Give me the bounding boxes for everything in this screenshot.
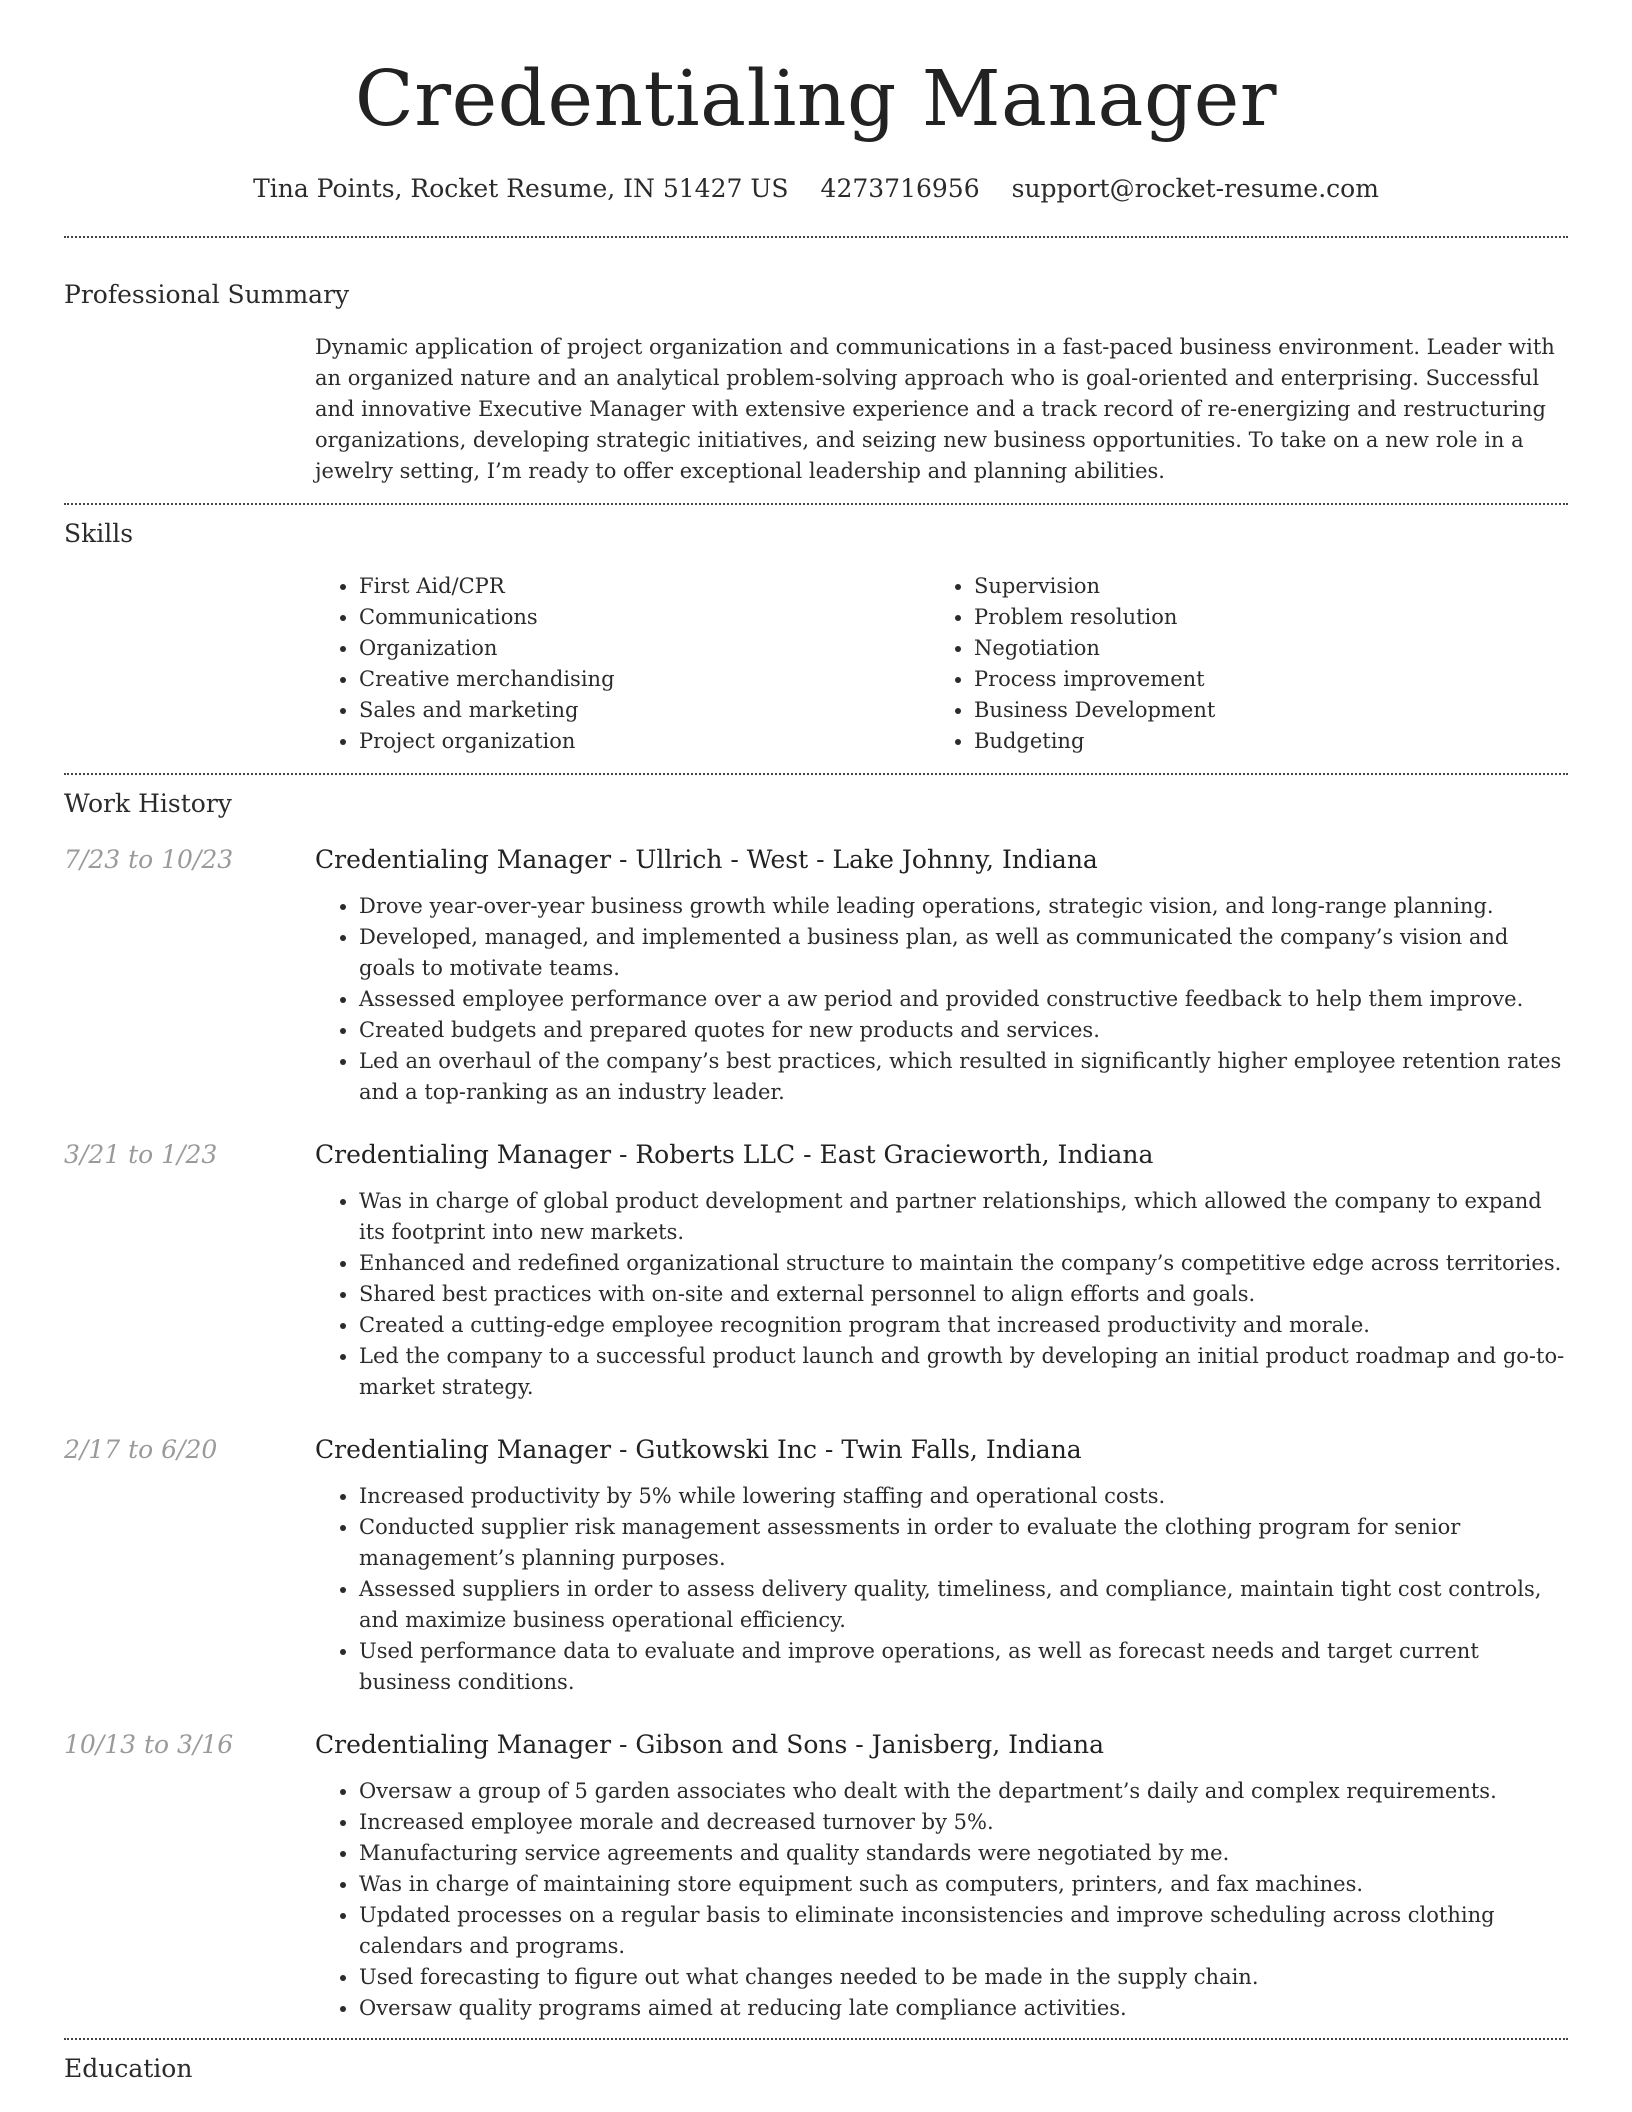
- skill-item: • Budgeting: [974, 726, 1545, 757]
- resume-page: [64, 0, 1568, 2086]
- job-bullet: • Assessed employee performance over a aw period and provided constructive feedback to help them improve.: [359, 984, 1568, 1015]
- work-section: [64, 787, 1568, 2024]
- skill-item: • First Aid/CPR: [359, 571, 930, 602]
- job-bullet: • Developed, managed, and implemented a business plan, as well as communicated the company’s vision and goals to motivate teams.: [359, 922, 1568, 984]
- job-bullet: • Used forecasting to figure out what changes needed to be made in the supply chain.: [359, 1962, 1568, 1993]
- skills-heading: Skills: [64, 519, 134, 548]
- skill-item: • Creative merchandising: [359, 664, 930, 695]
- contact-email: support@rocket-resume.com: [1011, 174, 1379, 203]
- job-date: 2/17 to 6/20: [64, 1435, 218, 1464]
- job-bullet: • Increased productivity by 5% while lowering staffing and operational costs.: [359, 1481, 1568, 1512]
- job-entry: [64, 843, 1568, 1108]
- contact-address: Tina Points, Rocket Resume, IN 51427 US: [253, 174, 789, 203]
- education-heading: Education: [64, 2054, 193, 2083]
- skill-item: • Supervision: [974, 571, 1545, 602]
- job-entry: [64, 1728, 1568, 2024]
- job-bullet: • Used performance data to evaluate and improve operations, as well as forecast needs and target current business conditions.: [359, 1636, 1568, 1698]
- skill-item: • Problem resolution: [974, 602, 1545, 633]
- job-bullet: • Drove year-over-year business growth while leading operations, strategic vision, and long-range planning.: [359, 891, 1568, 922]
- job-bullets: [315, 1186, 1568, 1403]
- job-bullet: • Manufacturing service agreements and quality standards were negotiated by me.: [359, 1838, 1568, 1869]
- skill-item: • Organization: [359, 633, 930, 664]
- job-bullet: • Led an overhaul of the company’s best practices, which resulted in significantly higher employee retention rates and a top-ranking as an industry leader.: [359, 1046, 1568, 1108]
- job-title: Credentialing Manager - Gibson and Sons - Janisberg, Indiana: [315, 1730, 1105, 1759]
- job-bullets: [315, 1776, 1568, 2024]
- job-bullet: • Assessed suppliers in order to assess delivery quality, timeliness, and compliance, maintain tight cost controls, and maximize business operational efficiency.: [359, 1574, 1568, 1636]
- job-date: 7/23 to 10/23: [64, 845, 234, 874]
- summary-text: Dynamic application of project organization and communications in a fast-paced business environment. Leader with an organized nature and an analytical problem-solving approach who is goal-oriented and enterprising. Successful and innovative Executive Manager with extensive experience and a track record of re-energizing and restructuring organizations, developing strategic initiatives, and seizing new business opportunities. To take on a new role in a jewelry setting, I’m ready to offer exceptional leadership and planning abilities.: [315, 335, 1555, 483]
- skill-item: • Project organization: [359, 726, 930, 757]
- skill-item: • Negotiation: [974, 633, 1545, 664]
- contact-line: [64, 172, 1568, 206]
- job-bullet: • Updated processes on a regular basis to eliminate inconsistencies and improve scheduling across clothing calendars and programs.: [359, 1900, 1568, 1962]
- job-bullet: • Shared best practices with on-site and external personnel to align efforts and goals.: [359, 1279, 1568, 1310]
- summary-section: [64, 278, 1568, 487]
- work-heading: Work History: [64, 789, 232, 818]
- skill-item: • Sales and marketing: [359, 695, 930, 726]
- job-bullet: • Was in charge of maintaining store equipment such as computers, printers, and fax machines.: [359, 1869, 1568, 1900]
- job-entry: [64, 1433, 1568, 1698]
- job-bullets: [315, 1481, 1568, 1698]
- job-bullet: • Created budgets and prepared quotes for new products and services.: [359, 1015, 1568, 1046]
- skills-list-right: [930, 571, 1545, 757]
- job-bullet: • Was in charge of global product development and partner relationships, which allowed the company to expand its footprint into new markets.: [359, 1186, 1568, 1248]
- divider: [64, 503, 1568, 505]
- skill-item: • Communications: [359, 602, 930, 633]
- job-bullet: • Led the company to a successful product launch and growth by developing an initial product roadmap and go-to-market strategy.: [359, 1341, 1568, 1403]
- job-bullet: • Created a cutting-edge employee recognition program that increased productivity and morale.: [359, 1310, 1568, 1341]
- job-entry: [64, 1138, 1568, 1403]
- skills-section: [64, 517, 1568, 757]
- divider: [64, 773, 1568, 775]
- divider: [64, 236, 1568, 238]
- job-bullet: • Conducted supplier risk management assessments in order to evaluate the clothing program for senior management’s planning purposes.: [359, 1512, 1568, 1574]
- summary-heading: Professional Summary: [64, 280, 350, 309]
- skill-item: • Process improvement: [974, 664, 1545, 695]
- contact-phone: 4273716956: [820, 174, 980, 203]
- page-title: Credentialing Manager: [354, 55, 1278, 144]
- job-title: Credentialing Manager - Ullrich - West - Lake Johnny, Indiana: [315, 845, 1098, 874]
- job-title: Credentialing Manager - Roberts LLC - East Gracieworth, Indiana: [315, 1140, 1154, 1169]
- education-section: [64, 2052, 1568, 2086]
- job-title: Credentialing Manager - Gutkowski Inc - Twin Falls, Indiana: [315, 1435, 1082, 1464]
- job-bullet: • Enhanced and redefined organizational structure to maintain the company’s competitive edge across territories.: [359, 1248, 1568, 1279]
- divider: [64, 2038, 1568, 2040]
- job-bullets: [315, 891, 1568, 1108]
- job-date: 3/21 to 1/23: [64, 1140, 218, 1169]
- job-bullet: • Oversaw a group of 5 garden associates who dealt with the department’s daily and complex requirements.: [359, 1776, 1568, 1807]
- skills-list-left: [315, 571, 930, 757]
- skill-item: • Business Development: [974, 695, 1545, 726]
- job-bullet: • Increased employee morale and decreased turnover by 5%.: [359, 1807, 1568, 1838]
- job-date: 10/13 to 3/16: [64, 1730, 234, 1759]
- skills-grid: [315, 571, 1568, 757]
- job-bullet: • Oversaw quality programs aimed at reducing late compliance activities.: [359, 1993, 1568, 2024]
